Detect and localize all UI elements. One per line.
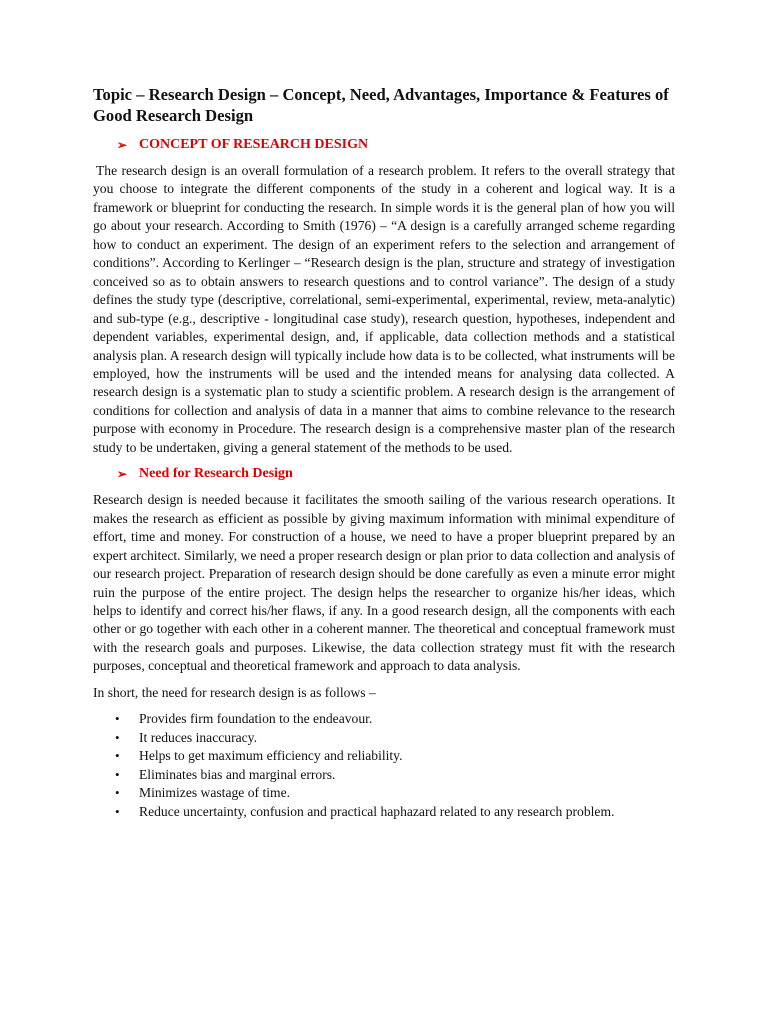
list-item: [93, 710, 675, 728]
document-title: Topic – Research Design – Concept, Need, Advantages, Importance & Features of Good Research Design: [93, 85, 669, 125]
section-need-for-research-design: [93, 465, 675, 821]
bullet-dot-icon: •: [115, 766, 120, 782]
need-summary-intro: In short, the need for research design is as follows –: [93, 684, 376, 700]
list-item-text: Provides firm foundation to the endeavour.: [139, 711, 373, 727]
arrowhead-bullet-icon: ➢: [117, 138, 128, 152]
list-item-text: It reduces inaccuracy.: [139, 729, 257, 745]
bullet-dot-icon: •: [115, 803, 120, 819]
bullet-dot-icon: •: [115, 711, 120, 727]
need-bullet-list: [93, 710, 675, 821]
list-item: [93, 729, 675, 747]
section-heading-need-label: Need for Research Design: [139, 466, 293, 482]
section-concept-of-research-design: [93, 136, 675, 457]
list-item: [93, 803, 675, 821]
bullet-dot-icon: •: [115, 748, 120, 764]
list-item-text: Reduce uncertainty, confusion and practical haphazard related to any research problem.: [139, 803, 615, 819]
list-item-text: Eliminates bias and marginal errors.: [139, 766, 336, 782]
bullet-dot-icon: •: [115, 785, 120, 801]
concept-paragraph: The research design is an overall formulation of a research problem. It refers to the overall strategy that you choose to integrate the different components of the study in a coherent and logical way. It is a framework or blueprint for conducting the research. In simple words it is the general plan of how you will go about your research. According to Smith (1976) – “A design is a carefully arranged scheme regarding how to conduct an experiment. The design of an experiment refers to the selection and arrangement of conditions”. According to Kerlinger – “Research design is the plan, structure and strategy of investigation conceived so as to obtain answers to research questions and to control variance”. The design of a study defines the study type (descriptive, correlational, semi-experimental, experimental, review, meta-analytic) and sub-type (e.g., descriptive - longitudinal case study), research question, hypotheses, independent and dependent variables, experimental design, and, if applicable, data collection methods and a statistical analysis plan. A research design will typically include how data is to be collected, what instruments will be employed, how the instruments will be used and the intended means for analysing data collected. A research design is a systematic plan to study a scientific problem. A research design is the arrangement of conditions for collection and analysis of data in a manner that aims to combine relevance to the research purpose with economy in Procedure. The research design is a comprehensive master plan of the research study to be undertaken, giving a general statement of the methods to be used.: [93, 163, 675, 455]
list-item-text: Helps to get maximum efficiency and reliability.: [139, 748, 403, 764]
list-item: [93, 784, 675, 802]
list-item: [93, 747, 675, 765]
arrowhead-bullet-icon: ➢: [117, 467, 128, 482]
bullet-dot-icon: •: [115, 729, 120, 745]
need-paragraph: Research design is needed because it facilitates the smooth sailing of the various research operations. It makes the research as efficient as possible by giving maximum information with minimal expenditure of effort, time and money. For construction of a house, we need to have a proper blueprint prepared by an expert architect. Similarly, we need a proper research design or plan prior to data collection and analysis of our research project. Preparation of research design should be done carefully as even a minute error might ruin the purpose of the entire project. The design helps the researcher to organize his/her ideas, which helps to identify and correct his/her flaws, if any. In a good research design, all the components with each other or go together with each other in a coherent manner. The theoretical and conceptual framework must with the research goals and purposes. Likewise, the data collection strategy must fit with the research purposes, conceptual and theoretical framework and approach to data analysis.: [93, 492, 675, 674]
section-heading-concept-label: CONCEPT OF RESEARCH DESIGN: [139, 137, 369, 152]
section-heading-need: [93, 465, 675, 483]
list-item: [93, 766, 675, 784]
list-item-text: Minimizes wastage of time.: [139, 785, 291, 801]
section-heading-concept: [93, 136, 675, 154]
